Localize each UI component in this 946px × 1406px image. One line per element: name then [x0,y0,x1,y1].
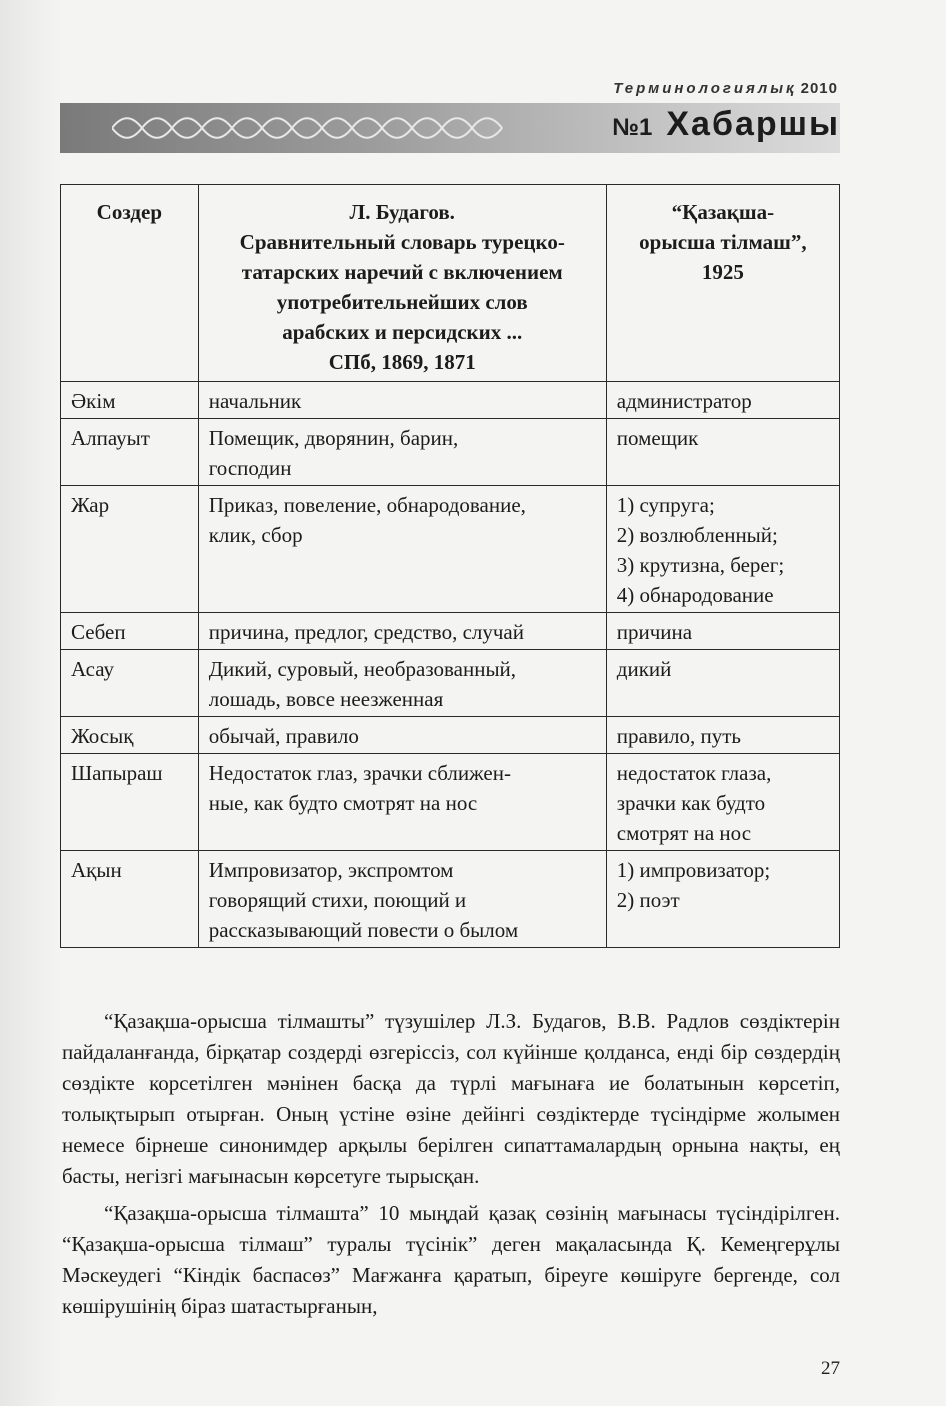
budagov-cell [198,382,606,419]
header-line: орысша тілмаш”, [639,230,807,254]
header-line: арабских и персидских ... [282,320,523,344]
tilmash-cell [606,851,839,948]
cell-line: дикий [616,657,672,681]
journal-year: 2010 [800,80,838,97]
cell-line: смотрят на нос [616,821,752,845]
paragraph: “Қазақша-орысша тілмашта” 10 мыңдай қазақ сөзінің мағынасы түсіндірілген. “Қазақша-орысша тілмаш” туралы түсінік” деген мақаласында Қ. Кемеңгерұлы Мәскеудегі “Кіндік баспасөз” Мағжанға қаратып, біреуге көшіруге бергенде, сол көшірушінің біраз шатастырғанын, [62,1201,840,1318]
budagov-cell [198,851,606,948]
cell-line: 2) возлюбленный; [616,523,778,547]
header-cell-words [61,185,199,382]
word-cell: Ақын [61,851,199,948]
cell-line: 1) импровизатор; [616,858,771,882]
table-row [61,419,840,486]
tilmash-cell [606,717,839,754]
issue-number: №1 [612,114,653,141]
header-line: Сравнительный словарь турецко- [239,230,565,254]
body-text [62,1006,840,1328]
ornament-pattern [112,115,512,141]
cell-line: Недостаток глаз, зрачки сближен- [208,761,511,785]
table-row [61,717,840,754]
budagov-cell [198,419,606,486]
cell-line: начальник [208,389,302,413]
cell-line: Импровизатор, экспромтом [208,858,454,882]
cell-line: помещик [616,426,699,450]
cell-line: причина, предлог, средство, случай [208,620,524,644]
tilmash-cell [606,419,839,486]
word-cell: Шапыраш [61,754,199,851]
cell-line: рассказывающий повести о былом [208,918,519,942]
header-line: “Қазақша- [671,200,775,224]
budagov-cell [198,486,606,613]
word-cell: Жосық [61,717,199,754]
tilmash-cell [606,754,839,851]
cell-line: Приказ, повеление, обнародование, [208,493,526,517]
journal-name: Терминологиялық [613,80,797,97]
table-row [61,613,840,650]
cell-line: лошадь, вовсе неезженная [208,687,444,711]
journal-title-text: Хабаршы [666,105,840,143]
cell-line: говорящий стихи, поющий и [208,888,467,912]
cell-line: Помещик, дворянин, барин, [208,426,459,450]
terms-table [60,184,840,948]
table-row [61,754,840,851]
cell-line: 2) поэт [616,888,680,912]
header-line: Создер [96,200,163,224]
cell-line: ные, как будто смотрят на нос [208,791,478,815]
journal-line [613,80,838,97]
header-line: татарских наречий с включением [241,260,563,284]
cell-line: 3) крутизна, берег; [616,553,785,577]
tilmash-cell [606,650,839,717]
cell-line: администратор [616,389,752,413]
paragraph: “Қазақша-орысша тілмашты” түзушілер Л.З. Будагов, В.В. Радлов сөздіктерін пайдаланғанда, бірқатар создерді өзгеріссіз, сол күйінше қолданса, енді бір сөздердің сөздікте корсетілген мәнінен басқа да түрлі мағынаға ие болатынын көрсетіп, толықтырып отырған. Оның үстіне өзіне дейінгі сөздіктерде түсіндірме жолымен немесе бірнеше синонимдер арқылы берілген сипаттамалардың орнына нақты, ең басты, негізгі мағынасын көрсетуге тырысқан. [62,1009,840,1188]
cell-line: зрачки как будто [616,791,766,815]
budagov-cell [198,650,606,717]
cell-line: Дикий, суровый, необразованный, [208,657,517,681]
header-line: Л. Будагов. [349,200,455,224]
word-cell: Асау [61,650,199,717]
header-line: 1925 [701,260,744,284]
tilmash-cell [606,486,839,613]
cell-line: 1) супруга; [616,493,715,517]
word-cell: Алпауыт [61,419,199,486]
cell-line: причина [616,620,693,644]
cell-line: господин [208,456,292,480]
tilmash-cell [606,382,839,419]
cell-line: 4) обнародование [616,583,774,607]
table-row [61,382,840,419]
cell-line: клик, сбор [208,523,303,547]
table-row [61,486,840,613]
cell-line: недостаток глаза, [616,761,772,785]
cell-line: обычай, правило [208,724,359,748]
word-cell: Әкім [61,382,199,419]
header-band [60,103,840,153]
budagov-cell [198,717,606,754]
journal-title [612,105,840,144]
header-cell-tilmash [606,185,839,382]
table-row [61,851,840,948]
table-header-row [61,185,840,382]
tilmash-cell [606,613,839,650]
page-edge-shade [0,0,60,1406]
header-cell-budagov [198,185,606,382]
page-number: 27 [821,1358,840,1379]
budagov-cell [198,613,606,650]
table-row [61,650,840,717]
cell-line: правило, путь [616,724,741,748]
word-cell: Жар [61,486,199,613]
header-line: СПб, 1869, 1871 [328,350,476,374]
header-line: употребительнейших слов [276,290,528,314]
budagov-cell [198,754,606,851]
word-cell: Себеп [61,613,199,650]
